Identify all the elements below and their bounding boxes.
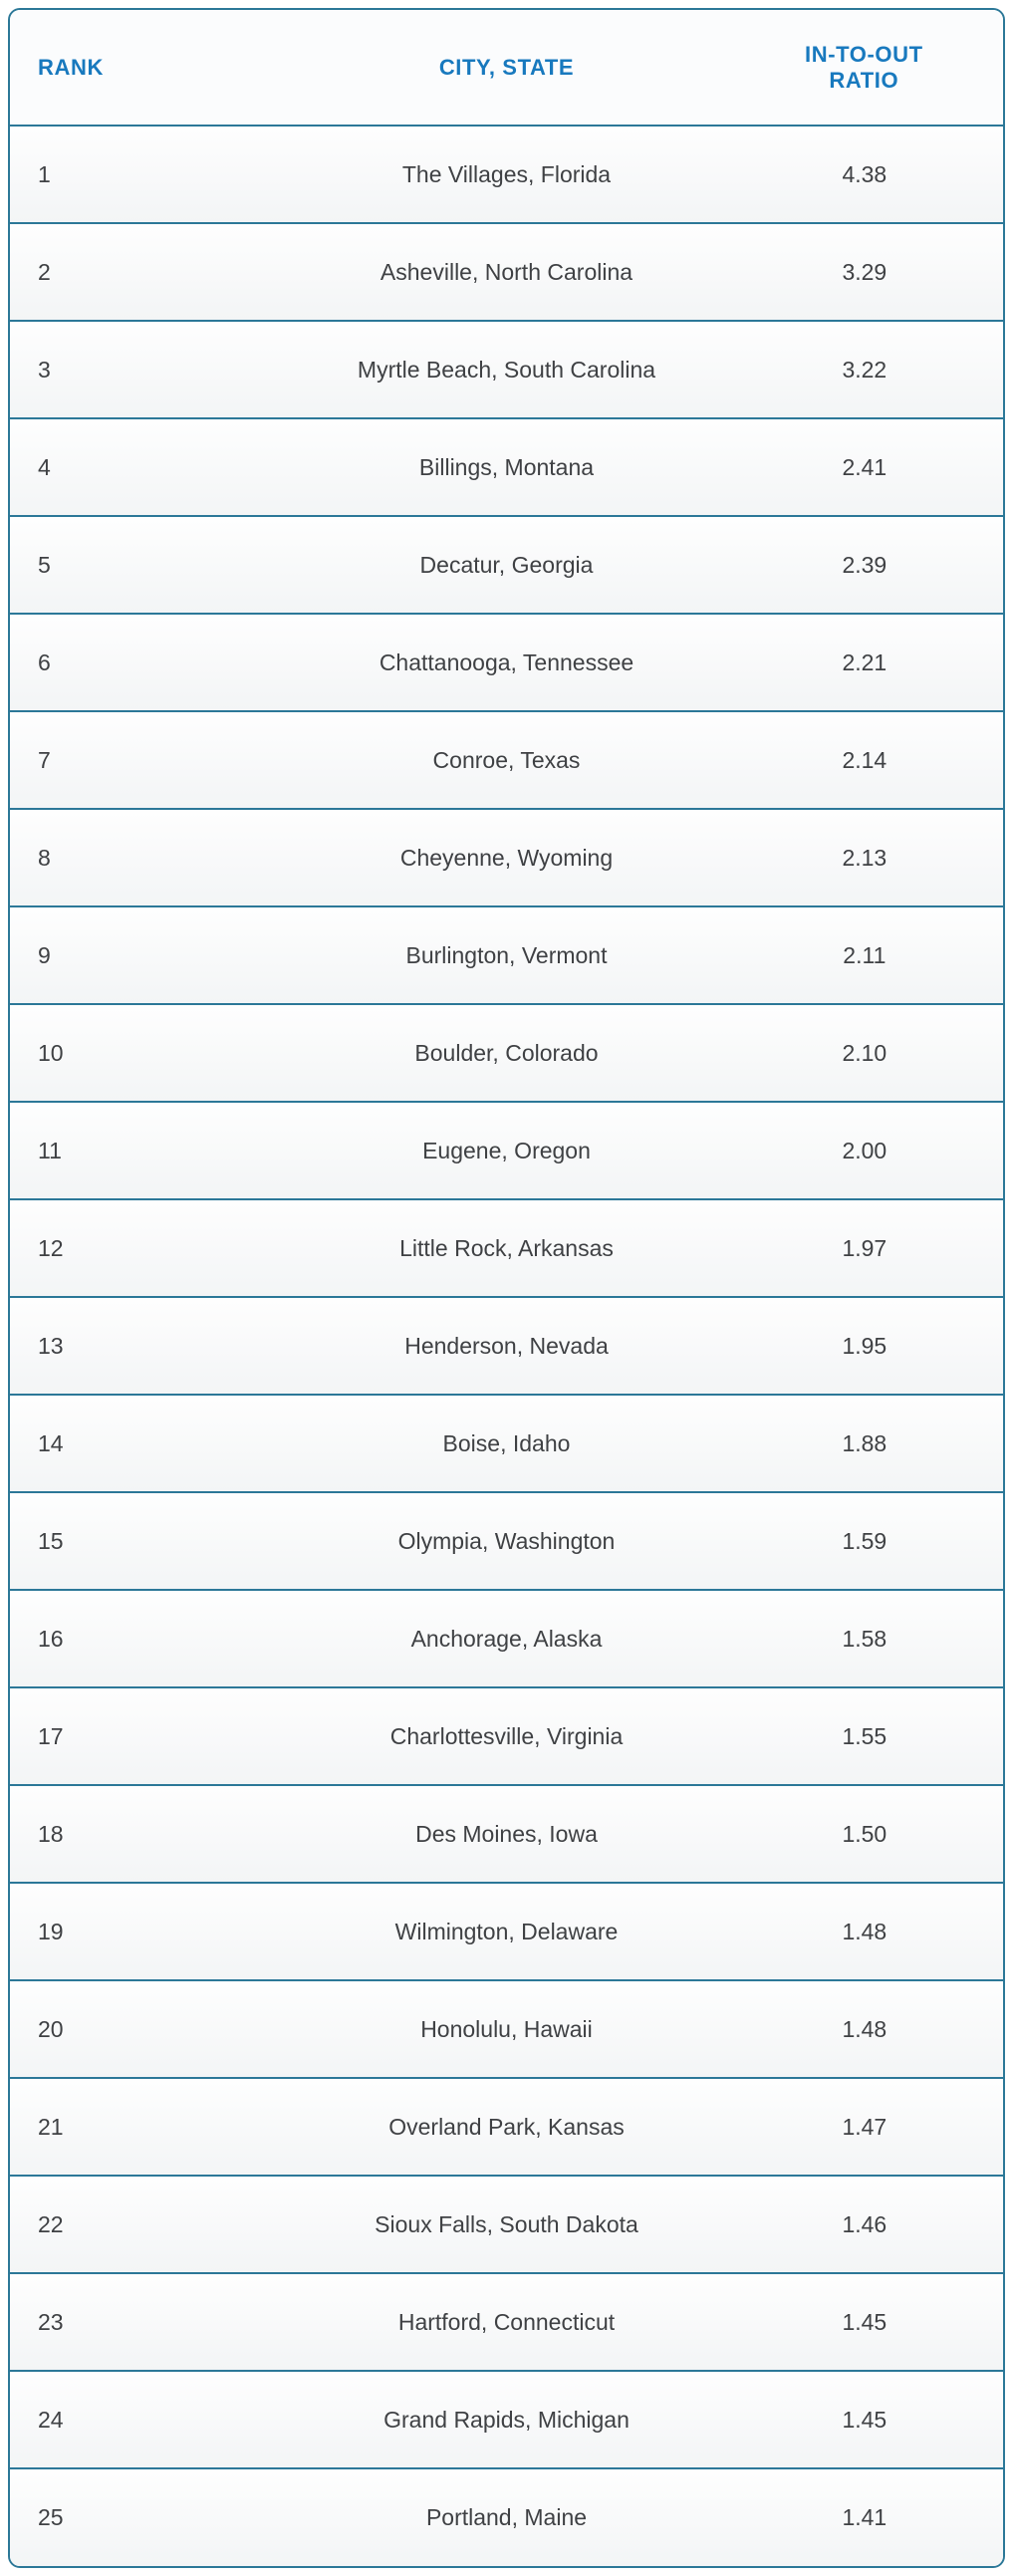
header-row [10,10,1003,126]
ratio-cell: 1.46 [785,2176,1003,2273]
city-state-cell: Portland, Maine [228,2468,784,2566]
ranking-table-card [8,8,1005,2568]
rank-cell: 4 [10,418,228,516]
ratio-cell: 1.45 [785,2371,1003,2468]
rank-cell: 21 [10,2078,228,2176]
rank-cell: 2 [10,223,228,321]
table-row [10,126,1003,223]
city-state-cell: Anchorage, Alaska [228,1590,784,1687]
table-row [10,1590,1003,1687]
column-header-rank: RANK [10,10,228,126]
rank-cell: 20 [10,1980,228,2078]
ratio-cell: 3.29 [785,223,1003,321]
city-state-cell: Burlington, Vermont [228,906,784,1004]
ratio-cell: 3.22 [785,321,1003,418]
rank-cell: 23 [10,2273,228,2371]
ratio-cell: 1.41 [785,2468,1003,2566]
ratio-cell: 2.13 [785,809,1003,906]
rank-cell: 5 [10,516,228,614]
table-row [10,1492,1003,1590]
ratio-cell: 2.41 [785,418,1003,516]
rank-cell: 25 [10,2468,228,2566]
city-state-cell: Hartford, Connecticut [228,2273,784,2371]
city-state-cell: Henderson, Nevada [228,1297,784,1395]
table-row [10,2176,1003,2273]
city-state-cell: Sioux Falls, South Dakota [228,2176,784,2273]
rank-cell: 8 [10,809,228,906]
city-state-cell: Myrtle Beach, South Carolina [228,321,784,418]
table-row [10,1785,1003,1883]
table-row [10,418,1003,516]
ratio-cell: 1.58 [785,1590,1003,1687]
table-row [10,711,1003,809]
ratio-cell: 1.95 [785,1297,1003,1395]
rank-cell: 3 [10,321,228,418]
table-row [10,321,1003,418]
ratio-cell: 2.39 [785,516,1003,614]
table-row [10,1199,1003,1297]
rank-cell: 11 [10,1102,228,1199]
city-state-cell: Des Moines, Iowa [228,1785,784,1883]
city-state-cell: Charlottesville, Virginia [228,1687,784,1785]
table-row [10,2468,1003,2566]
table-row [10,906,1003,1004]
table-row [10,1102,1003,1199]
table-header [10,10,1003,126]
rank-cell: 13 [10,1297,228,1395]
table-row [10,223,1003,321]
in-to-out-ratio-table [10,10,1003,2566]
rank-cell: 7 [10,711,228,809]
column-header-in-to-out-ratio: IN-TO-OUT RATIO [785,10,1003,126]
ratio-cell: 2.10 [785,1004,1003,1102]
ratio-cell: 2.11 [785,906,1003,1004]
city-state-cell: Boulder, Colorado [228,1004,784,1102]
rank-cell: 14 [10,1395,228,1492]
table-row [10,516,1003,614]
rank-cell: 19 [10,1883,228,1980]
rank-cell: 1 [10,126,228,223]
rank-cell: 10 [10,1004,228,1102]
ratio-cell: 1.48 [785,1883,1003,1980]
table-row [10,1883,1003,1980]
ratio-cell: 1.88 [785,1395,1003,1492]
ratio-cell: 1.97 [785,1199,1003,1297]
table-row [10,1980,1003,2078]
city-state-cell: Honolulu, Hawaii [228,1980,784,2078]
rank-cell: 17 [10,1687,228,1785]
ratio-cell: 2.21 [785,614,1003,711]
rank-cell: 16 [10,1590,228,1687]
city-state-cell: Chattanooga, Tennessee [228,614,784,711]
table-row [10,809,1003,906]
table-row [10,1395,1003,1492]
city-state-cell: Asheville, North Carolina [228,223,784,321]
rank-cell: 9 [10,906,228,1004]
city-state-cell: Little Rock, Arkansas [228,1199,784,1297]
table-body [10,126,1003,2566]
table-row [10,1004,1003,1102]
city-state-cell: Eugene, Oregon [228,1102,784,1199]
table-row [10,1687,1003,1785]
rank-cell: 15 [10,1492,228,1590]
city-state-cell: Decatur, Georgia [228,516,784,614]
ratio-cell: 1.59 [785,1492,1003,1590]
rank-cell: 12 [10,1199,228,1297]
city-state-cell: Wilmington, Delaware [228,1883,784,1980]
city-state-cell: The Villages, Florida [228,126,784,223]
city-state-cell: Conroe, Texas [228,711,784,809]
city-state-cell: Billings, Montana [228,418,784,516]
rank-cell: 22 [10,2176,228,2273]
ratio-cell: 2.00 [785,1102,1003,1199]
rank-cell: 18 [10,1785,228,1883]
city-state-cell: Grand Rapids, Michigan [228,2371,784,2468]
table-row [10,2273,1003,2371]
ratio-cell: 4.38 [785,126,1003,223]
ratio-cell: 1.50 [785,1785,1003,1883]
table-row [10,2371,1003,2468]
ratio-cell: 1.48 [785,1980,1003,2078]
table-row [10,2078,1003,2176]
rank-cell: 24 [10,2371,228,2468]
ratio-cell: 1.45 [785,2273,1003,2371]
table-row [10,1297,1003,1395]
table-row [10,614,1003,711]
city-state-cell: Overland Park, Kansas [228,2078,784,2176]
city-state-cell: Cheyenne, Wyoming [228,809,784,906]
city-state-cell: Olympia, Washington [228,1492,784,1590]
ratio-cell: 1.55 [785,1687,1003,1785]
city-state-cell: Boise, Idaho [228,1395,784,1492]
ratio-cell: 2.14 [785,711,1003,809]
rank-cell: 6 [10,614,228,711]
ratio-cell: 1.47 [785,2078,1003,2176]
column-header-city-state: CITY, STATE [228,10,784,126]
